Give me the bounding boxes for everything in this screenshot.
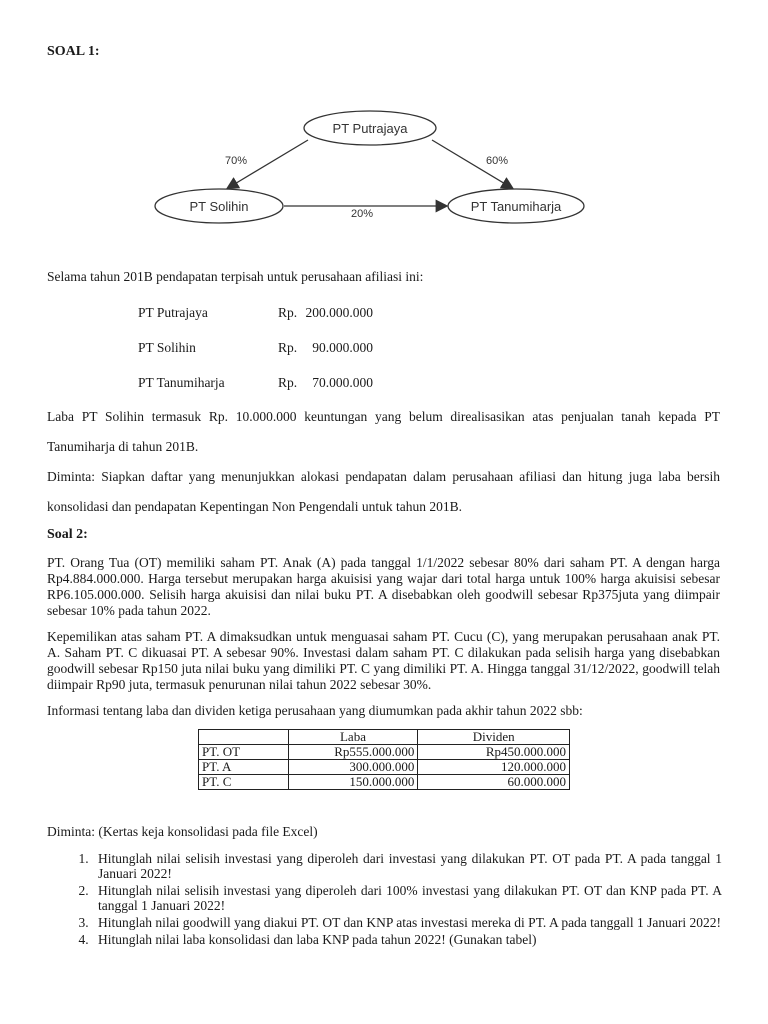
income-currency: Rp.: [278, 305, 298, 320]
edge-label-20: 20%: [350, 208, 374, 220]
ownership-diagram: [150, 100, 590, 230]
soal-2-paragraph-1: PT. Orang Tua (OT) memiliki saham PT. Anak (A) pada tanggal 1/1/2022 sebesar 80% dari saham PT. A dengan harga Rp4.884.000.000. Harga tersebut merupakan harga akuisisi yang wajar dari total harga untuk 100% harga akuisisi sebesar RP6.105.000.000. Selisih harga akuisisi dan nilai buku PT. A disebabkan oleh goodwill sebesar Rp375juta yang diimpair sebesar 10% pada tahun 2022.: [47, 555, 720, 618]
task-list: [48, 851, 722, 949]
table-header: Dividen: [418, 730, 570, 745]
table-cell: PT. A: [199, 760, 289, 775]
table-row: [199, 775, 570, 790]
table-cell: Rp555.000.000: [288, 745, 418, 760]
soal-1-heading: SOAL 1:: [47, 44, 100, 59]
list-item: 1. Hitunglah nilai selisih investasi yang diperoleh dari investasi yang dilakukan PT. OT pada PT. A pada tanggal 1 Januari 2022!: [92, 851, 722, 881]
list-item: 3. Hitunglah nilai goodwill yang diakui PT. OT dan KNP atas investasi mereka di PT. A pada tanggall 1 Januari 2022!: [92, 915, 722, 930]
table-cell: 120.000.000: [418, 760, 570, 775]
table-cell: 300.000.000: [288, 760, 418, 775]
table-header: [199, 730, 289, 745]
edge-label-70: 70%: [224, 155, 248, 167]
table-row: [199, 760, 570, 775]
table-row: [199, 745, 570, 760]
table-header: Laba: [288, 730, 418, 745]
soal-2-paragraph-2: Kepemilikan atas saham PT. A dimaksudkan untuk menguasai saham PT. Cucu (C), yang merupakan perusahaan anak PT. A. Saham PT. C dikuasai PT. A sebesar 90%. Investasi dalam saham PT. C dilakukan pada selisih harga yang disebabkan goodwill sebesar Rp150 juta nilai buku yang dimiliki PT. C yang dimiliki PT. A. Hingga tanggal 31/12/2022, goodwill telah diimpair Rp90 juta, termasuk penurunan nilai tahun 2022 sebesar 30%.: [47, 629, 720, 692]
table-cell: 150.000.000: [288, 775, 418, 790]
income-currency: Rp.: [278, 340, 298, 355]
profit-dividend-table: [198, 729, 570, 790]
table-cell: PT. C: [199, 775, 289, 790]
table-cell: PT. OT: [199, 745, 289, 760]
soal-1-intro: Selama tahun 201B pendapatan terpisah untuk perusahaan afiliasi ini:: [47, 269, 424, 284]
soal-1-note: Laba PT Solihin termasuk Rp. 10.000.000 keuntungan yang belum direalisasikan atas penjualan tanah kepada PT Tanumiharja di tahun 201B.: [47, 409, 720, 454]
income-name: PT Tanumiharja: [138, 375, 225, 390]
income-currency: Rp.: [278, 375, 298, 390]
edge-label-60: 60%: [485, 155, 509, 167]
node-label-putrajaya: PT Putrajaya: [332, 121, 408, 136]
income-name: PT Putrajaya: [138, 305, 208, 320]
table-header-row: [199, 730, 570, 745]
income-name: PT Solihin: [138, 340, 196, 355]
table-cell: 60.000.000: [418, 775, 570, 790]
table-cell: Rp450.000.000: [418, 745, 570, 760]
soal-2-heading: Soal 2:: [47, 527, 88, 542]
income-amount: 90.000.000: [312, 340, 373, 355]
node-label-solihin: PT Solihin: [189, 199, 249, 214]
list-item: 4. Hitunglah nilai laba konsolidasi dan laba KNP pada tahun 2022! (Gunakan tabel): [92, 932, 722, 947]
list-item: 2. Hitunglah nilai selisih investasi yang diperoleh dari 100% investasi yang dilakukan PT. OT dan KNP pada PT. A tanggal 1 Januari 2022!: [92, 883, 722, 913]
node-label-tanumiharja: PT Tanumiharja: [470, 199, 562, 214]
income-amount: 70.000.000: [312, 375, 373, 390]
soal-2-task-intro: Diminta: (Kertas keja konsolidasi pada file Excel): [47, 824, 318, 839]
soal-1-task: Diminta: Siapkan daftar yang menunjukkan alokasi pendapatan dalam perusahaan afiliasi dan hitung juga laba bersih konsolidasi dan pendapatan Kepentingan Non Pengendali untuk tahun 201B.: [47, 469, 720, 514]
soal-2-paragraph-3: Informasi tentang laba dan dividen ketiga perusahaan yang diumumkan pada akhir tahun 2022 sbb:: [47, 703, 583, 718]
income-amount: 200.000.000: [305, 305, 373, 320]
